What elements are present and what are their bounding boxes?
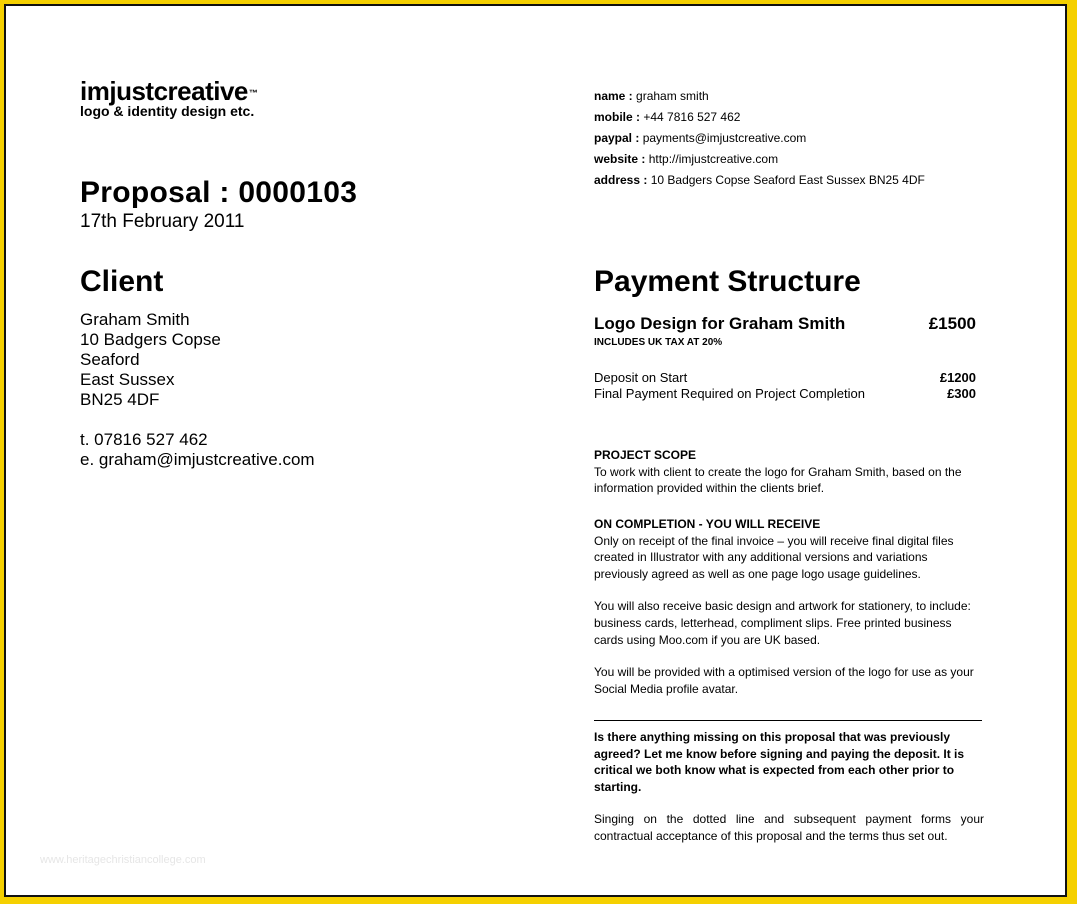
payment-items — [594, 370, 984, 402]
project-scope-heading: PROJECT SCOPE — [594, 448, 697, 462]
client-email: e. graham@imjustcreative.com — [80, 450, 315, 469]
contact-website-value: http://imjustcreative.com — [648, 152, 779, 166]
payment-main-label: Logo Design for Graham Smith — [594, 314, 846, 333]
contact-website-label: website : — [594, 152, 646, 166]
client-contact — [80, 430, 315, 470]
contact-details — [594, 86, 925, 191]
client-postcode: BN25 4DF — [80, 390, 160, 409]
contact-paypal-value: payments@imjustcreative.com — [642, 131, 807, 145]
client-county: East Sussex — [80, 370, 175, 389]
payment-item-label: Deposit on Start — [594, 370, 688, 385]
contact-name-value: graham smith — [636, 89, 709, 103]
client-section — [80, 264, 315, 470]
logo-tagline: logo & identity design etc. — [80, 103, 255, 119]
completion-heading: ON COMPLETION - YOU WILL RECEIVE — [594, 517, 821, 531]
client-street: 10 Badgers Copse — [80, 330, 221, 349]
payment-section — [594, 264, 984, 402]
logo-name: imjustcreative — [80, 76, 248, 106]
logo-trademark: ™ — [248, 88, 258, 98]
completion-paragraph: You will be provided with a optimised version of the logo for use as your Social Media profile avatar. — [594, 665, 974, 696]
proposal-header — [80, 176, 357, 234]
contact-website-row — [594, 149, 925, 170]
completion-paragraph: Only on receipt of the final invoice – you will receive final digital files created in Illustrator with any additional versions and variations previously agreed as well as one page logo usage guidelines. — [594, 533, 954, 581]
contact-paypal-row — [594, 128, 925, 149]
contact-address-value: 10 Badgers Copse Seaford East Sussex BN25 4DF — [650, 173, 925, 187]
contact-name-label: name : — [594, 89, 633, 103]
payment-main-row — [594, 314, 984, 334]
proposal-title: Proposal : 0000103 — [80, 176, 358, 209]
client-address — [80, 310, 315, 410]
completion-paragraph: You will also receive basic design and artwork for stationery, to include: business cards, letterhead, compliment slips. Free printed business cards using Moo.com if you are UK based. — [594, 599, 971, 647]
completion-section — [594, 516, 984, 697]
payment-item — [594, 386, 984, 402]
project-scope-text: To work with client to create the logo for Graham Smith, based on the information provided within the clients brief. — [594, 464, 962, 496]
logo-wordmark — [80, 76, 257, 106]
proposal-page — [4, 4, 1067, 897]
contact-address-row — [594, 170, 925, 191]
client-heading: Client — [80, 265, 164, 298]
contact-mobile-row — [594, 107, 925, 128]
contact-name-row — [594, 86, 925, 107]
payment-main-amount: £1500 — [928, 314, 976, 333]
payment-item — [594, 370, 984, 386]
brand-logo — [80, 76, 257, 118]
contact-mobile-label: mobile : — [594, 110, 641, 124]
watermark-text: www.heritagechristiancollege.com — [40, 854, 206, 866]
payment-item-amount: £1200 — [939, 370, 976, 385]
payment-heading: Payment Structure — [594, 265, 861, 298]
closing-signing-text: Singing on the dotted line and subsequent payment forms your contractual acceptance of this proposal and the terms thus set out. — [594, 812, 984, 843]
payment-item-amount: £300 — [947, 386, 976, 401]
section-divider — [594, 720, 982, 721]
contact-mobile-value: +44 7816 527 462 — [643, 110, 741, 124]
closing-question: Is there anything missing on this proposal that was previously agreed? Let me know before signing and paying the deposit. It is critical we both know what is expected from each other prior to starting. — [594, 730, 965, 794]
client-name: Graham Smith — [80, 310, 190, 329]
payment-tax-note: INCLUDES UK TAX AT 20% — [594, 337, 723, 348]
proposal-date: 17th February 2011 — [80, 211, 245, 232]
client-town: Seaford — [80, 350, 140, 369]
client-phone: t. 07816 527 462 — [80, 430, 208, 449]
contact-paypal-label: paypal : — [594, 131, 640, 145]
project-scope-section — [594, 447, 984, 497]
closing-section — [594, 729, 984, 845]
payment-item-label: Final Payment Required on Project Completion — [594, 386, 865, 401]
contact-address-label: address : — [594, 173, 648, 187]
